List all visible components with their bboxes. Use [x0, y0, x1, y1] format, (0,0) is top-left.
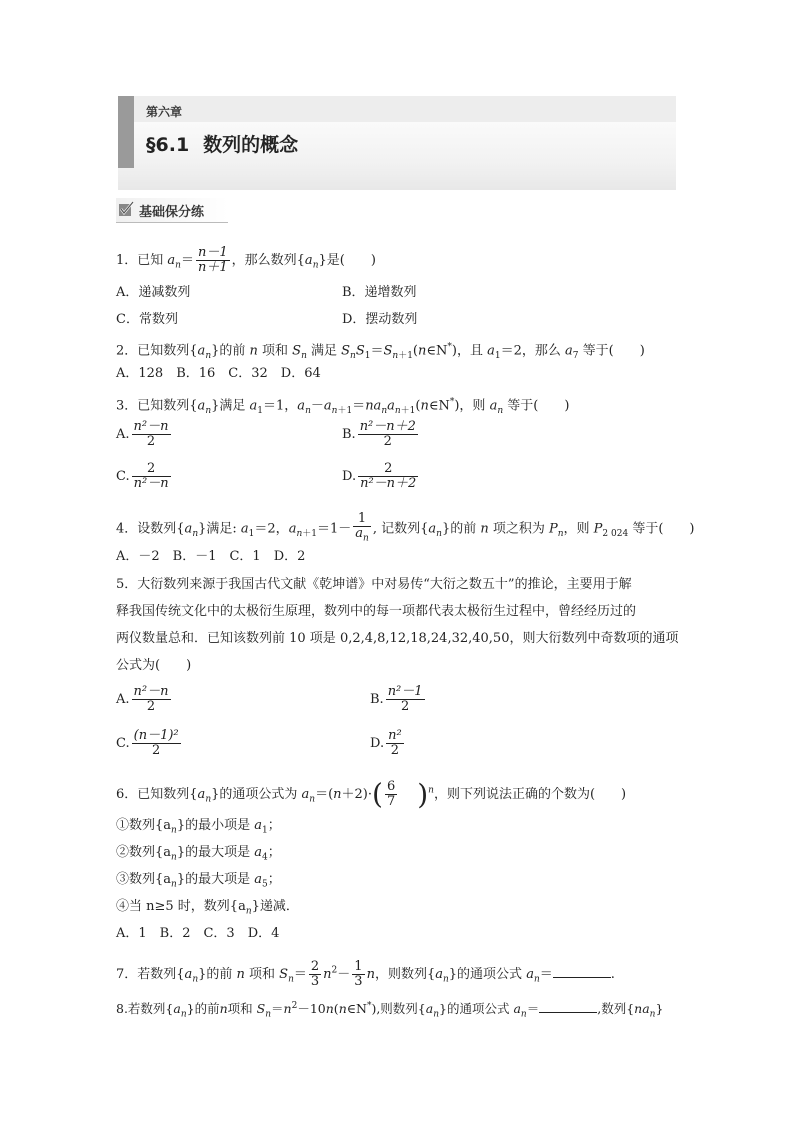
q4-options: A．－2 B．－1 C．1 D．2: [116, 549, 306, 564]
checkbox-icon: [118, 201, 134, 217]
question-2: 2．已知数列$\{a_n\}$的前 n 项和 $S_n$ 满足 $S_nS_1=S_{n+1}(n\in N^*)$，且 $a_1=2$，那么 $a_7$ 等于( ): [116, 342, 645, 361]
q3-option-b: B. $\frac{\text{n²－n＋2}}{2}$: [342, 419, 416, 449]
q3-option-d: D. $\frac{2}{\text{n²－n＋2}}$: [342, 461, 417, 491]
question-3: 3．已知数列$\{a_n\}$满足 $a_1=1$，$a_n-a_{n+1}=na_na_{n+1}(n\in N^*)$，则 $a_n$ 等于( ): [116, 397, 570, 416]
q5-option-b: B. $\frac{\text{n²－1}}{2}$: [370, 684, 423, 714]
section-underline: [116, 222, 228, 223]
answer-blank[interactable]: [539, 1000, 597, 1013]
q5-option-a: A. $\frac{\text{n²－n}}{2}$: [116, 684, 169, 714]
q5-option-c: C. $\frac{\text{(n－1)²}}{2}$: [116, 728, 179, 758]
q6-statement-1: ①数列$\{a_n\}$的最小项是 $a_1$；: [116, 818, 281, 836]
q1-option-a: A．递减数列: [116, 285, 191, 300]
question-1: 1．已知 $a_n=$ $\frac{n-1}{n+1}$ ，那么数列$\{a_n\}$是( ): [116, 245, 376, 275]
q1-option-c: C．常数列: [116, 312, 178, 327]
q5-line-2: 释我国传统文化中的太极衍生原理，数列中的每一项都代表太极衍生过程中，曾经经历过的: [116, 604, 637, 619]
q1-option-b: B．递增数列: [342, 285, 417, 300]
chapter-label: 第六章: [146, 105, 183, 119]
q6-statement-4: ④当 n≥5 时，数列$\{a_n\}$递减．: [116, 899, 299, 917]
q5-option-d: D. $\frac{\text{n²}}{2}$: [370, 728, 402, 758]
header-shade: [134, 96, 676, 122]
question-8: 8.若数列$\{a_n\}$的前n项和 $S_n=n^2-10n(n\in N^*)$,则数列$\{a_n\}$的通项公式 $a_n=$ ,数列$\{na_n\}$: [116, 1001, 664, 1020]
q5-line-1: 5．大衍数列来源于我国古代文献《乾坤谱》中对易传“大衍之数五十”的推论，主要用于解: [116, 577, 632, 592]
q5-line-4: 公式为( ): [116, 658, 192, 673]
section-title: [146, 130, 298, 157]
question-7: 7．若数列$\{a_n\}$的前 n 项和 $S_n=$ $\frac{2}{3}$ $n^2-$ $\frac{1}{3}$ n，则数列$\{a_n\}$的通项公式 $a_n=$ .: [116, 959, 615, 989]
header-accent-bar: [118, 96, 134, 168]
section-number: §6.1: [146, 134, 190, 156]
q3-option-c: C. $\frac{2}{\text{n²－n}}$: [116, 461, 169, 491]
q2-options: A．128 B．16 C．32 D．64: [116, 366, 321, 381]
q6-options: A．1 B．2 C．3 D．4: [116, 926, 280, 941]
q3-option-a: A. $\frac{\text{n²－n}}{2}$: [116, 419, 169, 449]
question-4: 4．设数列$\{a_n\}$满足: $a_1=2$，$a_{n+1}=1-$ $\frac{1}{a_n}$ , 记数列$\{a_n\}$的前 n 项之积为 $P_n$，则 $P_{2 024}$ 等于( ): [116, 511, 695, 544]
q6-statement-2: ②数列$\{a_n\}$的最大项是 $a_4$；: [116, 845, 281, 863]
question-6: 6．已知数列$\{a_n\}$的通项公式为 $a_n=(n+2)\cdot$( $\frac{6}{7}$ )$^n$，则下列说法正确的个数为( ): [116, 777, 627, 811]
section-title-text: 数列的概念: [203, 134, 299, 156]
q6-statement-3: ③数列$\{a_n\}$的最大项是 $a_5$；: [116, 872, 281, 890]
answer-blank[interactable]: [553, 965, 611, 978]
q5-line-3: 两仪数量总和．已知该数列前 10 项是 0,2,4,8,12,18,24,32,40,50，则大衍数列中奇数项的通项: [116, 631, 679, 646]
q1-option-d: D．摆动数列: [342, 312, 418, 327]
section-label: 基础保分练: [139, 205, 205, 220]
